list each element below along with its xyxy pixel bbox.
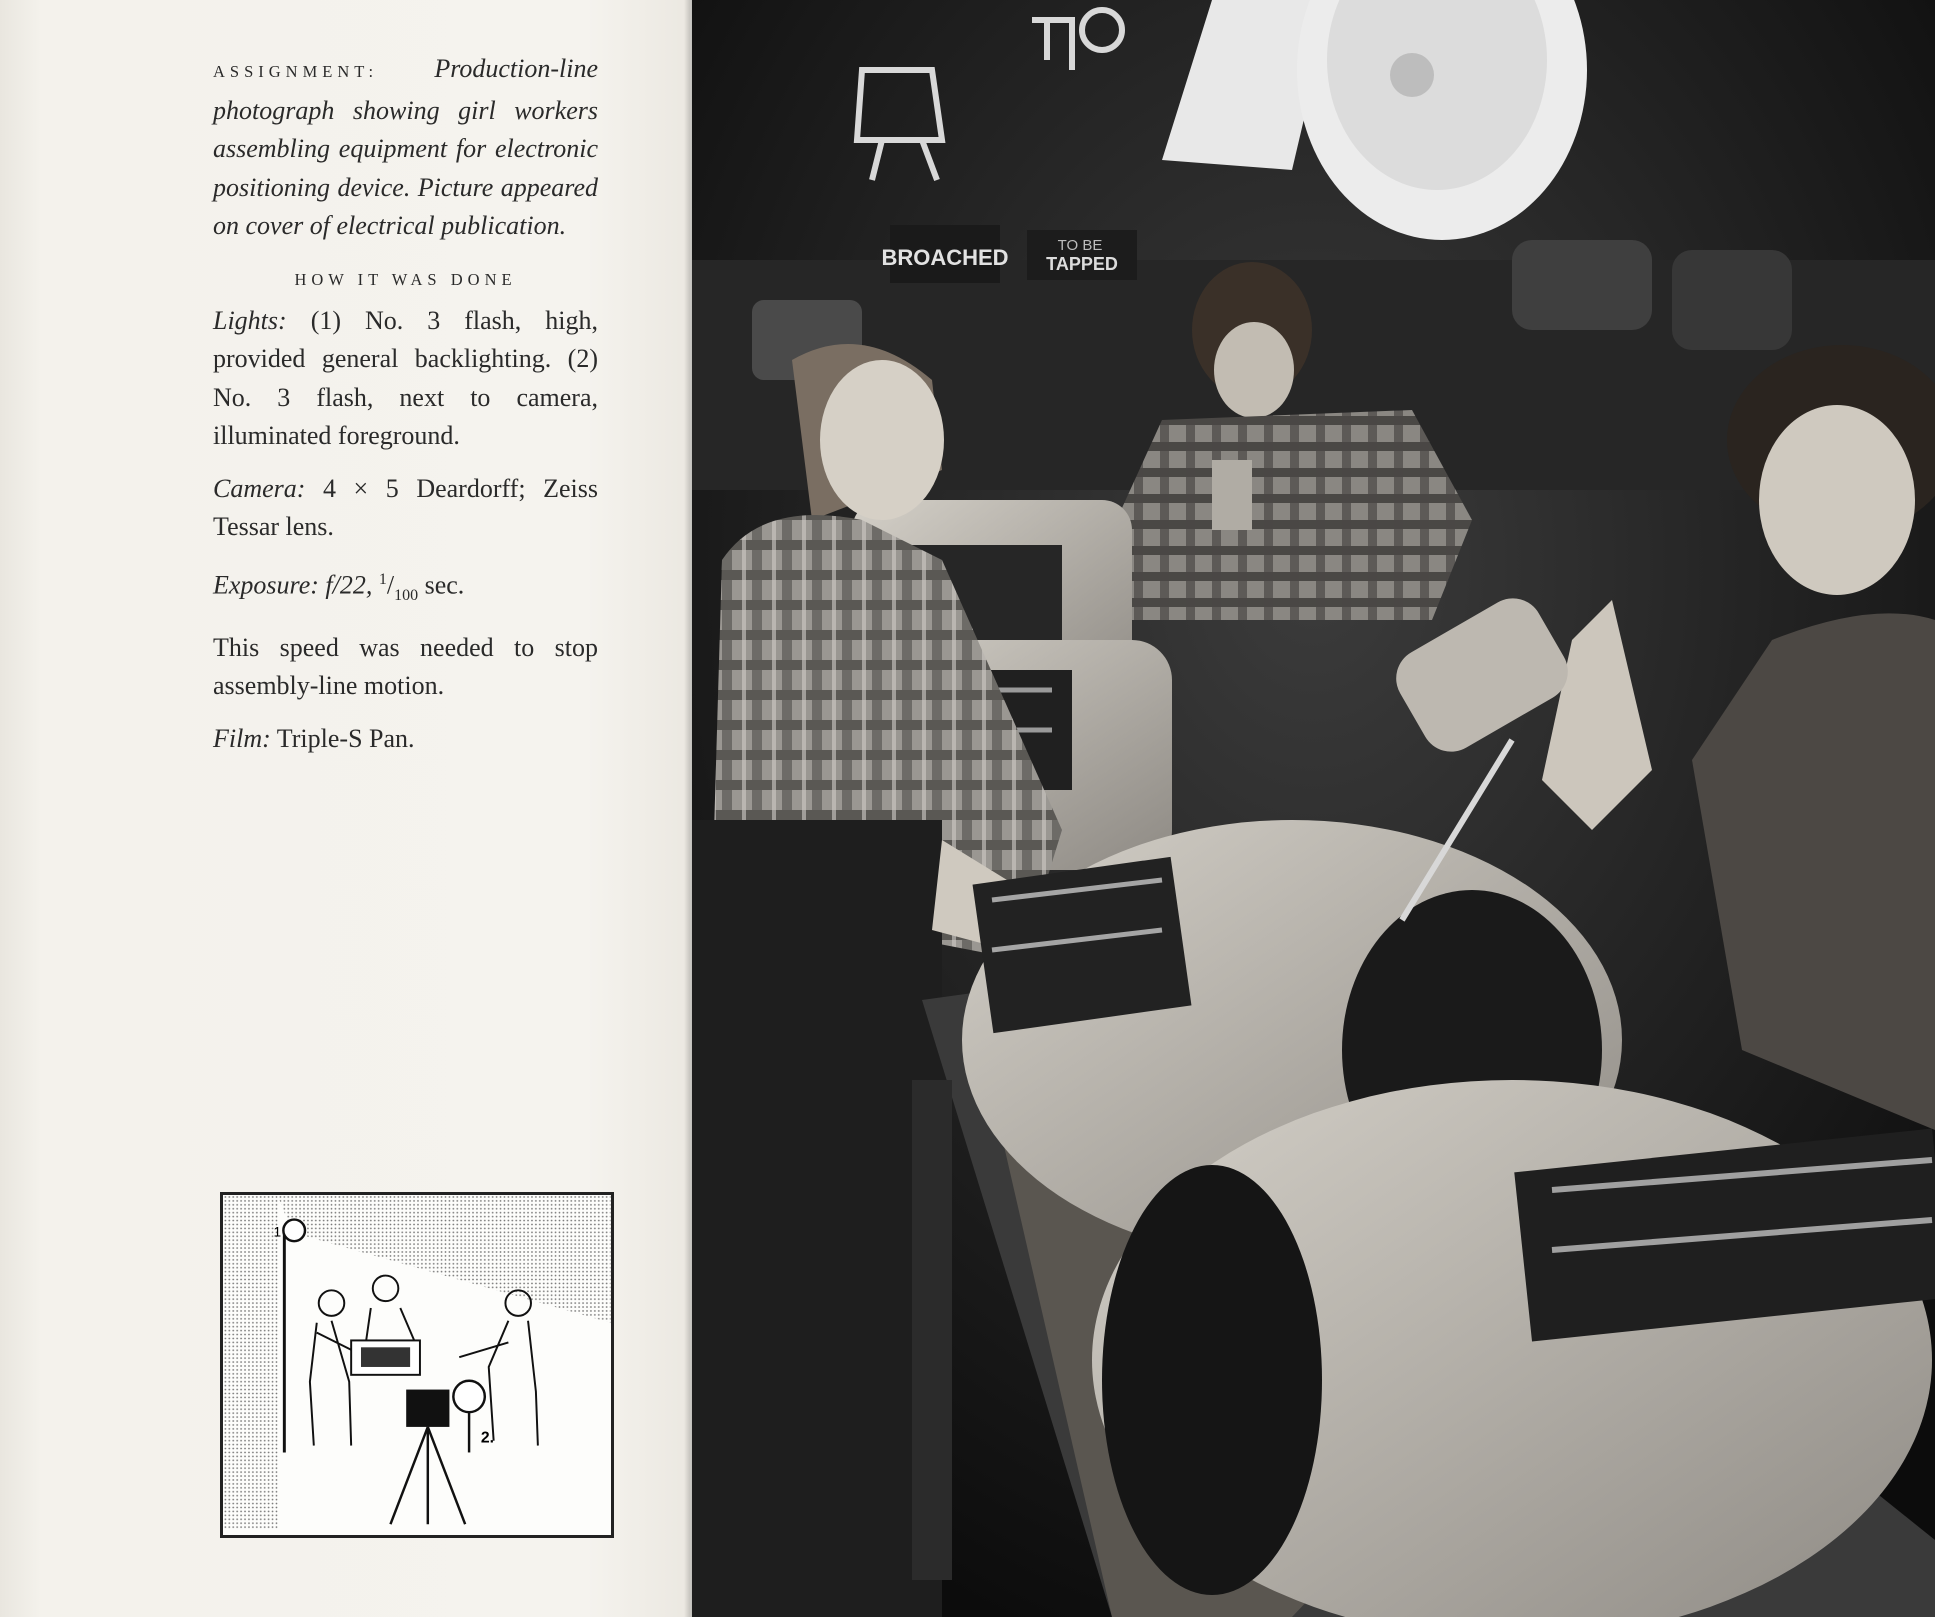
- tapped-sign-top: TO BE: [1057, 237, 1103, 254]
- assignment-text: Production-line photograph showing girl workers assembling equipment for electronic positioning device. Picture appeared on cover of electrical publication.: [213, 54, 598, 240]
- lighting-diagram: [220, 1192, 614, 1538]
- film-paragraph: [213, 720, 598, 759]
- camera-text: 4 × 5 Deardorff; Zeiss Tessar lens.: [213, 473, 599, 541]
- caption-column: [213, 50, 598, 772]
- assignment-paragraph: [213, 50, 598, 246]
- broached-sign-text: BROACHED: [881, 245, 1009, 270]
- tapped-sign-bottom: TAPPED: [1046, 254, 1118, 274]
- camera-label: Camera:: [213, 473, 306, 503]
- diagram-left-wall: [223, 1195, 277, 1529]
- exposure-paragraph: Exposure: f/22, $^1/_{100}$ sec.: [213, 570, 465, 604]
- film-label: Film:: [213, 723, 271, 753]
- exposure-fraction-numerator: 1: [378, 570, 387, 588]
- lights-label: Lights:: [213, 305, 287, 335]
- diagram-camera: [406, 1390, 449, 1427]
- diagram-light1-label: 1: [273, 1224, 282, 1240]
- how-it-was-done-heading: HOW IT WAS DONE: [294, 269, 517, 289]
- lights-paragraph: [213, 302, 598, 456]
- exposure-label: Exposure:: [213, 570, 319, 600]
- diagram-light2-label: 2.: [480, 1429, 494, 1447]
- text-page: [0, 0, 690, 1617]
- film-text: Triple-S Pan.: [276, 723, 415, 753]
- lights-text: (1) No. 3 flash, high, provided general backlighting. (2) No. 3 flash, next to camera, illuminated foreground.: [213, 305, 599, 450]
- exposure-fraction-denominator: 100: [394, 586, 419, 604]
- diagram-light1-flash: [283, 1220, 305, 1242]
- exposure-unit: sec.: [424, 570, 465, 600]
- speed-note: This speed was needed to stop assembly-line motion.: [213, 632, 598, 701]
- production-line-photo: [692, 0, 1935, 1617]
- camera-paragraph: [213, 470, 598, 547]
- diagram-light2-flash: [453, 1381, 484, 1412]
- diagram-ceiling: [277, 1195, 610, 1323]
- exposure-aperture: f/22,: [325, 570, 373, 600]
- assignment-label: ASSIGNMENT:: [213, 62, 379, 81]
- motor-front-right: [1092, 1080, 1935, 1617]
